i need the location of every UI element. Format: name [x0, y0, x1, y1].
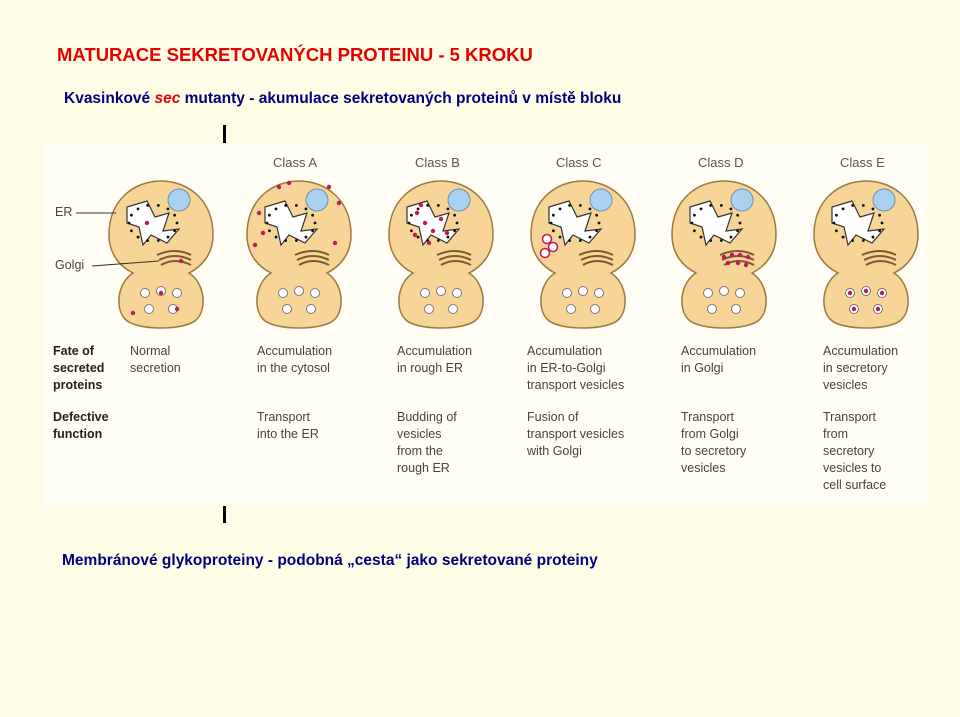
vesicle-class-c: [563, 289, 572, 298]
er-ribosome-dot: [709, 239, 712, 242]
protein-class-a: [287, 181, 291, 185]
er-ribosome-dot: [881, 222, 884, 225]
nucleus-class-e: [873, 189, 895, 211]
protein-class-b: [431, 229, 435, 233]
protein-class-d: [738, 253, 742, 257]
protein-class-b: [413, 233, 417, 237]
vesicle-class-c: [567, 305, 576, 314]
vesicle-normal: [141, 289, 150, 298]
er-ribosome-dot: [595, 229, 598, 232]
protein-class-c-vesicle: [549, 243, 558, 252]
er-ribosome-dot: [146, 239, 149, 242]
row-label-defect: Defective function: [53, 410, 109, 441]
vesicle-class-a: [307, 305, 316, 314]
er-ribosome-dot: [568, 239, 571, 242]
er-ribosome-dot: [305, 208, 308, 211]
er-ribosome-dot: [579, 239, 582, 242]
er-ribosome-dot: [736, 214, 739, 217]
er-ribosome-dot: [167, 208, 170, 211]
protein-class-a: [261, 231, 265, 235]
protein-class-a: [337, 201, 341, 205]
er-ribosome-dot: [453, 229, 456, 232]
cell-class-d: [672, 181, 776, 328]
protein-class-b: [439, 217, 443, 221]
protein-class-e: [852, 307, 856, 311]
protein-class-d: [730, 253, 734, 257]
er-ribosome-dot: [862, 239, 865, 242]
defect-class-c: Fusion of transport vesicles with Golgi: [527, 410, 625, 458]
fate-normal: Normal secretion: [130, 344, 181, 375]
er-ribosome-dot: [700, 208, 703, 211]
er-ribosome-dot: [410, 229, 413, 232]
protein-class-e: [880, 291, 884, 295]
protein-class-d: [736, 261, 740, 265]
er-ribosome-dot: [598, 222, 601, 225]
vesicle-class-a: [295, 287, 304, 296]
vesicle-class-a: [311, 289, 320, 298]
er-ribosome-dot: [842, 236, 845, 239]
er-ribosome-dot: [872, 208, 875, 211]
cells-illustration: [44, 143, 929, 506]
er-ribosome-dot: [851, 239, 854, 242]
subtitle-sec-emphasis: sec: [154, 90, 181, 107]
er-ribosome-dot: [437, 204, 440, 207]
defect-class-a: Transport into the ER: [257, 410, 319, 441]
protein-class-d: [726, 261, 730, 265]
er-ribosome-dot: [146, 204, 149, 207]
er-ribosome-dot: [284, 239, 287, 242]
protein-class-a: [333, 241, 337, 245]
er-ribosome-dot: [550, 222, 553, 225]
class-a-header: Class A: [273, 155, 318, 170]
cell-class-e: [814, 181, 918, 328]
class-e-header: Class E: [840, 155, 885, 170]
vesicle-class-c: [591, 305, 600, 314]
er-ribosome-dot: [275, 236, 278, 239]
er-ribosome-dot: [862, 204, 865, 207]
vesicle-class-d: [732, 305, 741, 314]
protein-class-b: [419, 203, 423, 207]
fate-class-a: Accumulation in the cytosol: [257, 344, 333, 375]
vesicle-normal: [173, 289, 182, 298]
cell-normal: [109, 181, 213, 328]
vesicle-class-b: [437, 287, 446, 296]
protein-class-d: [744, 263, 748, 267]
er-ribosome-dot: [878, 229, 881, 232]
er-ribosome-dot: [417, 236, 420, 239]
er-ribosome-dot: [311, 229, 314, 232]
protein-class-e: [864, 289, 868, 293]
vesicle-class-b: [449, 305, 458, 314]
nucleus-normal: [168, 189, 190, 211]
golgi-label: Golgi: [55, 258, 85, 272]
protein-normal: [159, 291, 163, 295]
cell-class-a: [247, 181, 351, 328]
er-ribosome-dot: [447, 236, 450, 239]
vesicle-class-a: [279, 289, 288, 298]
vesicle-normal: [145, 305, 154, 314]
er-ribosome-dot: [589, 208, 592, 211]
er-ribosome-dot: [736, 229, 739, 232]
er-ribosome-dot: [453, 214, 456, 217]
fate-class-d: Accumulation in Golgi: [681, 344, 757, 375]
er-ribosome-dot: [130, 229, 133, 232]
er-ribosome-dot: [137, 236, 140, 239]
er-ribosome-dot: [730, 236, 733, 239]
er-ribosome-dot: [311, 214, 314, 217]
protein-normal: [179, 259, 183, 263]
class-c-header: Class C: [556, 155, 602, 170]
er-ribosome-dot: [305, 236, 308, 239]
er-ribosome-dot: [456, 222, 459, 225]
defect-class-d: Transport from Golgi to secretory vesicles: [681, 410, 747, 475]
protein-class-c-vesicle: [543, 235, 552, 244]
er-ribosome-dot: [266, 222, 269, 225]
er-ribosome-dot: [693, 214, 696, 217]
er-ribosome-dot: [559, 208, 562, 211]
er-ribosome-dot: [559, 236, 562, 239]
er-ribosome-dot: [447, 208, 450, 211]
protein-class-c-vesicle: [541, 249, 550, 258]
er-ribosome-dot: [417, 208, 420, 211]
row-label-fate: Fate of secreted proteins: [53, 344, 105, 392]
er-ribosome-dot: [137, 208, 140, 211]
protein-normal: [131, 311, 135, 315]
er-ribosome-dot: [595, 214, 598, 217]
er-ribosome-dot: [842, 208, 845, 211]
er-ribosome-dot: [284, 204, 287, 207]
protein-class-a: [327, 185, 331, 189]
er-ribosome-dot: [275, 208, 278, 211]
page-title: MATURACE SEKRETOVANÝCH PROTEINU - 5 KROKU: [57, 44, 533, 65]
er-ribosome-dot: [730, 208, 733, 211]
defect-class-e: Transport from secretory vesicles to cell surface: [823, 410, 887, 492]
er-ribosome-dot: [410, 214, 413, 217]
er-ribosome-dot: [552, 214, 555, 217]
er-ribosome-dot: [739, 222, 742, 225]
protein-class-b: [423, 221, 427, 225]
protein-normal: [145, 221, 149, 225]
fate-class-b: Accumulation in rough ER: [397, 344, 473, 375]
er-ribosome-dot: [173, 214, 176, 217]
er-ribosome-dot: [167, 236, 170, 239]
er-ribosome-dot: [173, 229, 176, 232]
er-ribosome-dot: [268, 229, 271, 232]
vesicle-class-d: [736, 289, 745, 298]
er-ribosome-dot: [872, 236, 875, 239]
page-subtitle: [64, 90, 621, 108]
er-ribosome-dot: [835, 229, 838, 232]
er-ribosome-dot: [878, 214, 881, 217]
sec-mutant-diagram: [44, 143, 929, 506]
protein-normal: [175, 307, 179, 311]
vesicle-class-d: [708, 305, 717, 314]
er-ribosome-dot: [579, 204, 582, 207]
er-ribosome-dot: [157, 239, 160, 242]
fate-class-c: Accumulation in ER-to-Golgi transport vesicles: [527, 344, 625, 392]
er-ribosome-dot: [295, 239, 298, 242]
footer-note: Membránové glykoproteiny - podobná „cesta“ jako sekretované proteiny: [62, 552, 598, 569]
er-ribosome-dot: [437, 239, 440, 242]
protein-class-a: [277, 185, 281, 189]
er-ribosome-dot: [709, 204, 712, 207]
class-b-header: Class B: [415, 155, 460, 170]
vesicle-class-b: [421, 289, 430, 298]
protein-class-e: [848, 291, 852, 295]
subtitle-rest: mutanty - akumulace sekretovaných proteinů v místě bloku: [180, 90, 622, 107]
protein-class-d: [746, 255, 750, 259]
subtitle-prefix: Kvasinkové: [64, 90, 155, 107]
nucleus-class-a: [306, 189, 328, 211]
er-ribosome-dot: [268, 214, 271, 217]
er-ribosome-dot: [693, 229, 696, 232]
class-d-header: Class D: [698, 155, 744, 170]
er-ribosome-dot: [720, 239, 723, 242]
fate-class-e: Accumulation in secretory vesicles: [823, 344, 899, 392]
er-ribosome-dot: [130, 214, 133, 217]
er-ribosome-dot: [691, 222, 694, 225]
cell-class-b: [389, 181, 493, 328]
er-ribosome-dot: [720, 204, 723, 207]
nucleus-class-d: [731, 189, 753, 211]
er-ribosome-dot: [835, 214, 838, 217]
er-ribosome-dot: [295, 204, 298, 207]
nucleus-class-c: [590, 189, 612, 211]
er-ribosome-dot: [408, 222, 411, 225]
vesicle-class-c: [595, 289, 604, 298]
vesicle-class-b: [425, 305, 434, 314]
er-ribosome-dot: [851, 204, 854, 207]
vesicle-class-c: [579, 287, 588, 296]
vesicle-class-b: [453, 289, 462, 298]
er-ribosome-dot: [552, 229, 555, 232]
nucleus-class-b: [448, 189, 470, 211]
er-ribosome-dot: [833, 222, 836, 225]
er-ribosome-dot: [176, 222, 179, 225]
protein-class-b: [445, 231, 449, 235]
er-ribosome-dot: [568, 204, 571, 207]
protein-class-a: [253, 243, 257, 247]
er-ribosome-dot: [314, 222, 317, 225]
defect-class-b: Budding of vesicles from the rough ER: [397, 410, 457, 475]
protein-class-a: [257, 211, 261, 215]
er-ribosome-dot: [128, 222, 131, 225]
protein-class-d: [722, 255, 726, 259]
vesicle-class-d: [704, 289, 713, 298]
vesicle-class-d: [720, 287, 729, 296]
er-label: ER: [55, 205, 73, 219]
protein-class-b: [427, 241, 431, 245]
er-ribosome-dot: [157, 204, 160, 207]
vesicle-class-a: [283, 305, 292, 314]
er-ribosome-dot: [700, 236, 703, 239]
protein-class-b: [415, 211, 419, 215]
er-ribosome-dot: [426, 204, 429, 207]
protein-class-e: [876, 307, 880, 311]
er-ribosome-dot: [589, 236, 592, 239]
